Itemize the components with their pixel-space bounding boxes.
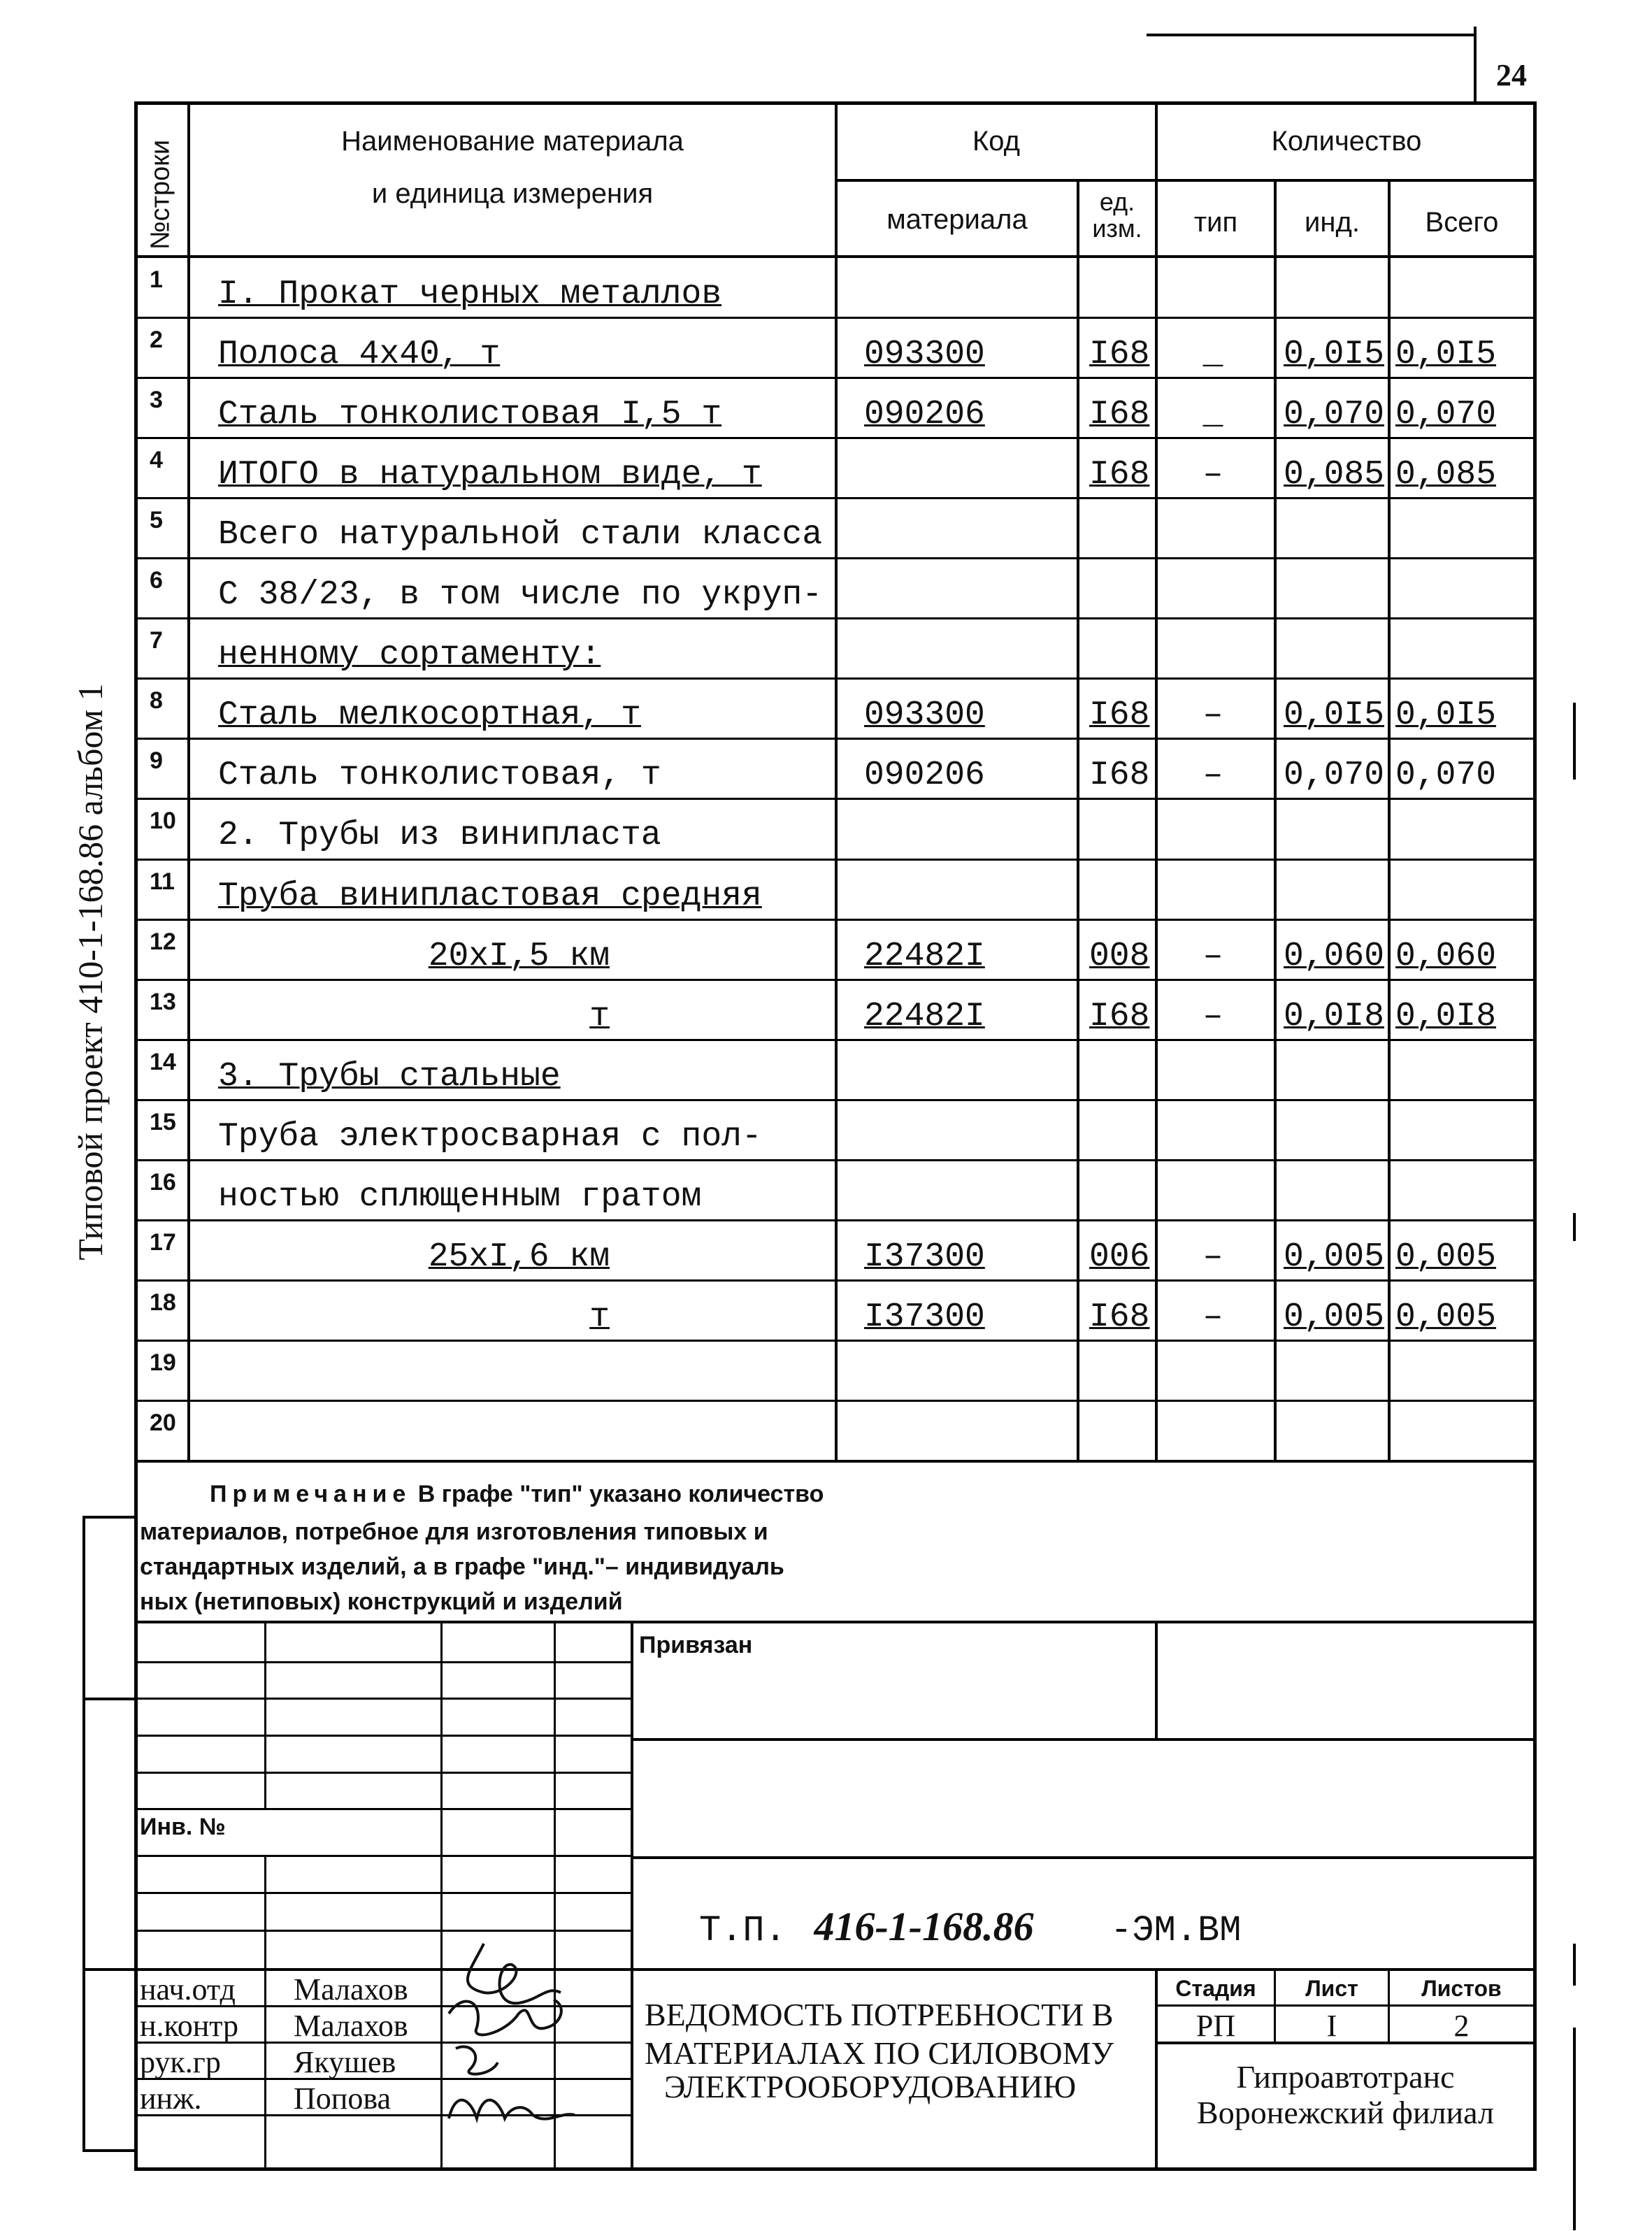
stamp-line — [82, 2149, 137, 2152]
material-name: 20хI,5 км — [428, 938, 610, 975]
material-code: 22482I — [864, 938, 985, 975]
edge-mark — [1573, 703, 1576, 780]
row-number: 6 — [150, 567, 163, 594]
header-unit: ед. — [1099, 187, 1135, 216]
row-line — [134, 1279, 1537, 1282]
stamp-line — [1155, 2004, 1537, 2007]
doc-code-number: 416-1-168.86 — [814, 1904, 1034, 1949]
material-name: Полоса 4х40, т — [218, 336, 501, 373]
material-code: I37300 — [864, 1238, 985, 1276]
row-number: 9 — [150, 747, 163, 774]
edge-mark — [1573, 2028, 1576, 2230]
row-line — [134, 437, 1537, 439]
stamp-line — [134, 1735, 632, 1737]
stamp-line — [631, 1856, 1537, 1859]
row-line — [134, 859, 1537, 861]
inventory-number-label: Инв. № — [140, 1814, 226, 1840]
side-label: Типовой проект 410-1-168.86 альбом 1 — [71, 683, 110, 1261]
row-line — [134, 1340, 1537, 1342]
material-name: 25хI,6 км — [428, 1238, 610, 1276]
material-name: Всего натуральной стали класса — [218, 516, 823, 554]
table-bottom-line — [134, 1460, 1537, 1463]
doc-title-line-1: ВЕДОМОСТЬ ПОТРЕБНОСТИ В — [645, 1997, 1114, 2032]
signature-4 — [449, 2100, 575, 2119]
total-qty: 0,005 — [1395, 1298, 1497, 1336]
stage-value: РП — [1195, 2009, 1236, 2043]
unit-code: I68 — [1089, 456, 1150, 494]
row-number: 18 — [150, 1289, 176, 1316]
privyazan-label: Привязан — [639, 1632, 753, 1658]
total-qty: 0,060 — [1395, 938, 1497, 975]
header-unit-2: изм. — [1092, 214, 1142, 243]
doc-title-line-2: МАТЕРИАЛАХ ПО СИЛОВОМУ — [645, 2035, 1114, 2071]
signatory-role: н.контр — [140, 2009, 239, 2043]
ind-qty: 0,005 — [1284, 1238, 1385, 1276]
total-qty: 0,070 — [1395, 756, 1497, 794]
row-line — [134, 1159, 1537, 1161]
row-number: 20 — [150, 1409, 176, 1436]
row-line — [134, 798, 1537, 800]
signature-2 — [449, 2000, 561, 2035]
type-qty: – — [1202, 756, 1223, 794]
row-number: 16 — [150, 1169, 176, 1196]
unit-code: I68 — [1089, 396, 1150, 433]
row-number: 12 — [150, 928, 176, 955]
row-line — [134, 1400, 1537, 1402]
signatory-name: Малахов — [294, 1972, 408, 2007]
total-qty: 0,0I8 — [1395, 998, 1497, 1035]
org-name-line-2: Воронежский филиал — [1197, 2095, 1494, 2130]
row-line — [134, 1219, 1537, 1221]
stage-label: Стадия — [1175, 1976, 1256, 2001]
header-line — [134, 255, 1537, 258]
unit-code: 006 — [1089, 1238, 1150, 1276]
ind-qty: 0,0I5 — [1284, 696, 1385, 734]
col-line — [835, 101, 838, 1461]
row-line — [134, 557, 1537, 559]
row-line — [134, 919, 1537, 921]
header-name-unit: и единица измерения — [371, 178, 654, 209]
unit-code: I68 — [1089, 336, 1150, 373]
stamp-line — [631, 1738, 1537, 1741]
org-name-line-1: Гипроавтотранс — [1236, 2059, 1455, 2095]
material-name: ИТОГО в натуральном виде, т — [218, 456, 762, 494]
material-name: I. Прокат черных металлов — [218, 275, 722, 313]
note-line-1: В графе "тип" указано количество — [411, 1481, 824, 1507]
material-name: т — [589, 1298, 610, 1336]
table-border-bottom — [134, 2167, 1537, 2171]
sheet-value: I — [1326, 2009, 1337, 2043]
ind-qty: 0,0I8 — [1284, 998, 1385, 1035]
material-code: 22482I — [864, 998, 985, 1035]
type-qty: _ — [1202, 396, 1223, 433]
row-line — [134, 617, 1537, 619]
type-qty: – — [1202, 938, 1223, 975]
material-name: Сталь тонколистовая I,5 т — [218, 396, 722, 433]
stamp-line — [631, 1621, 633, 2168]
material-name: Сталь мелкосортная, т — [218, 696, 641, 734]
row-number: 8 — [150, 687, 163, 714]
stamp-line — [82, 1968, 137, 1971]
header-material: материала — [886, 204, 1028, 235]
stamp-line — [134, 1661, 632, 1663]
material-name: ненному сортаменту: — [218, 636, 601, 674]
signatory-name: Попова — [294, 2081, 392, 2116]
row-number: 4 — [150, 447, 163, 473]
material-code: 090206 — [864, 756, 985, 794]
note-label: Примечание — [210, 1481, 412, 1507]
doc-code-suffix: -ЭМ.ВМ — [1110, 1910, 1242, 1951]
stamp-line — [134, 1855, 632, 1857]
ind-qty: 0,085 — [1284, 456, 1385, 494]
sheets-value: 2 — [1453, 2009, 1470, 2043]
sheets-label: Листов — [1421, 1976, 1502, 2001]
unit-code: I68 — [1089, 756, 1150, 794]
type-qty: – — [1202, 998, 1223, 1035]
col-line — [1274, 180, 1277, 1461]
note-line-3: стандартных изделий, а в графе "инд."– индивидуаль — [140, 1554, 784, 1580]
header-line — [835, 179, 1537, 182]
note-line-4: ных (нетиповых) конструкций и изделий — [140, 1588, 623, 1615]
material-code: I37300 — [864, 1298, 985, 1336]
unit-code: I68 — [1089, 998, 1150, 1035]
signatory-name: Малахов — [294, 2009, 408, 2043]
unit-code: 008 — [1089, 938, 1150, 975]
total-qty: 0,005 — [1395, 1238, 1497, 1276]
table-border-right — [1533, 101, 1537, 2171]
row-line — [134, 979, 1537, 981]
top-rule — [1147, 34, 1475, 36]
col-line — [187, 101, 190, 1461]
row-number: 2 — [150, 327, 163, 353]
material-code: 090206 — [864, 396, 985, 433]
table-border-left — [134, 101, 138, 2171]
unit-code: I68 — [1089, 696, 1150, 734]
sheet-label: Лист — [1305, 1976, 1358, 2001]
page-number: 24 — [1496, 58, 1527, 92]
row-line — [134, 677, 1537, 680]
stamp-line — [82, 1516, 137, 1519]
material-code: 093300 — [864, 696, 985, 734]
stamp-line — [134, 1808, 632, 1810]
note-line-2: материалов, потребное для изготовления типовых и — [140, 1519, 768, 1545]
stamp-line — [134, 1621, 1537, 1623]
row-line — [134, 317, 1537, 319]
header-type: тип — [1193, 207, 1238, 238]
material-name: 3. Трубы стальные — [218, 1058, 561, 1096]
material-code: 093300 — [864, 336, 985, 373]
total-qty: 0,0I5 — [1395, 696, 1497, 734]
row-number: 11 — [150, 868, 175, 895]
row-number: 3 — [150, 387, 163, 413]
row-line — [134, 377, 1537, 379]
doc-title-line-3: ЭЛЕКТРООБОРУДОВАНИЮ — [664, 2069, 1077, 2104]
material-name: С 38/23, в том числе по укруп- — [218, 576, 823, 614]
header-ind: инд. — [1305, 207, 1360, 238]
material-name: Труба винипластовая средняя — [218, 877, 762, 915]
stamp-line — [134, 1892, 632, 1894]
ind-qty: 0,070 — [1284, 756, 1385, 794]
stamp-line — [82, 1698, 137, 1700]
total-qty: 0,0I5 — [1395, 336, 1497, 373]
stamp-line — [264, 1855, 266, 2168]
row-line — [134, 1099, 1537, 1101]
header-quantity: Количество — [1271, 126, 1422, 157]
stamp-line — [82, 1516, 85, 2152]
header-total: Всего — [1425, 207, 1499, 238]
signatory-name: Якушев — [294, 2045, 396, 2079]
row-number: 15 — [150, 1109, 176, 1135]
material-name: Труба электросварная с пол- — [218, 1118, 762, 1156]
unit-code: I68 — [1089, 1298, 1150, 1336]
row-number: 7 — [150, 627, 163, 654]
ind-qty: 0,0I5 — [1284, 336, 1385, 373]
row-line — [134, 497, 1537, 499]
stamp-line — [134, 1772, 632, 1774]
row-number: 10 — [150, 808, 176, 834]
total-qty: 0,070 — [1395, 396, 1497, 433]
signature-1 — [468, 1944, 561, 2003]
row-number: 14 — [150, 1049, 176, 1075]
ind-qty: 0,070 — [1284, 396, 1385, 433]
material-name: Сталь тонколистовая, т — [218, 756, 661, 794]
row-number: 5 — [150, 507, 163, 533]
row-number: 19 — [150, 1349, 176, 1376]
header-row-num: №строки — [145, 139, 175, 250]
stamp-line — [264, 1621, 266, 1808]
signatory-role: рук.гр — [140, 2045, 221, 2079]
type-qty: – — [1202, 456, 1223, 494]
row-number: 13 — [150, 989, 176, 1015]
stamp-line — [134, 1698, 632, 1700]
header-code: Код — [972, 126, 1020, 157]
material-name: т — [589, 998, 610, 1035]
stamp-line — [1155, 1621, 1158, 1739]
row-number: 1 — [150, 266, 163, 293]
signatory-role: нач.отд — [140, 1972, 236, 2007]
type-qty: – — [1202, 1298, 1223, 1336]
signatory-role: инж. — [140, 2081, 202, 2116]
material-name: ностью сплющенным гратом — [218, 1178, 702, 1216]
row-number: 17 — [150, 1229, 176, 1256]
type-qty: – — [1202, 1238, 1223, 1276]
ind-qty: 0,060 — [1284, 938, 1385, 975]
signature-group — [442, 1930, 582, 2160]
top-rule-vertical — [1474, 27, 1477, 103]
edge-mark — [1573, 1213, 1576, 1241]
material-name: 2. Трубы из винипласта — [218, 817, 661, 854]
total-qty: 0,085 — [1395, 456, 1497, 494]
ind-qty: 0,005 — [1284, 1298, 1385, 1336]
doc-code-prefix: Т.П. — [699, 1910, 787, 1951]
row-line — [134, 1039, 1537, 1041]
type-qty: _ — [1202, 336, 1223, 373]
signature-3 — [456, 2046, 498, 2074]
row-line — [134, 738, 1537, 740]
edge-mark — [1573, 1944, 1576, 1986]
header-name: Наименование материала — [341, 126, 684, 157]
type-qty: – — [1202, 696, 1223, 734]
stamp-line — [134, 1968, 1537, 1971]
